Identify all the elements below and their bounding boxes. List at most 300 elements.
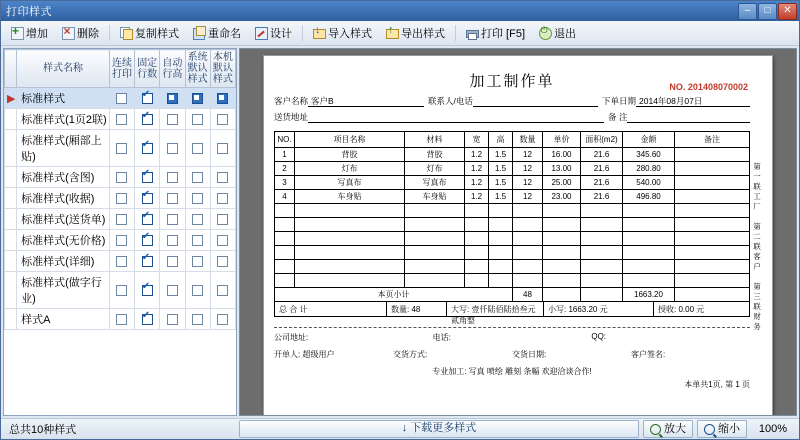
side-note-2: 第二联客户 bbox=[753, 222, 761, 271]
print-icon bbox=[466, 27, 478, 39]
totals-row bbox=[274, 302, 750, 325]
checkbox-icon[interactable] bbox=[217, 214, 228, 225]
item-blank-cell bbox=[405, 232, 465, 246]
item-blank-cell bbox=[623, 204, 675, 218]
signature-label: 客户签名: bbox=[631, 350, 666, 359]
rename-icon bbox=[193, 27, 205, 39]
zoom-out-button[interactable] bbox=[697, 420, 747, 438]
checkbox-cell[interactable] bbox=[135, 230, 160, 251]
checkbox-cell[interactable] bbox=[109, 209, 134, 230]
row-marker bbox=[5, 209, 17, 230]
style-grid-header bbox=[5, 50, 236, 88]
item-blank-cell bbox=[295, 246, 405, 260]
checkbox-icon[interactable] bbox=[217, 285, 228, 296]
checkbox-cell[interactable] bbox=[210, 209, 235, 230]
remark-value bbox=[627, 112, 750, 123]
items-column-header: 面积(m2) bbox=[581, 132, 623, 148]
checkbox-cell[interactable] bbox=[135, 109, 160, 130]
item-name: 写真布 bbox=[295, 176, 405, 190]
style-name-cell[interactable]: 标准样式(送货单) bbox=[17, 209, 110, 230]
checkbox-cell[interactable] bbox=[109, 251, 134, 272]
checkbox-icon[interactable] bbox=[116, 143, 127, 154]
checkbox-icon[interactable] bbox=[116, 214, 127, 225]
checkbox-icon[interactable] bbox=[217, 143, 228, 154]
item-amount: 496.80 bbox=[623, 190, 675, 204]
checkbox-icon[interactable] bbox=[192, 193, 203, 204]
item-height: 1.5 bbox=[489, 162, 513, 176]
minimize-button[interactable]: – bbox=[738, 3, 757, 20]
table-row[interactable] bbox=[5, 188, 236, 209]
item-blank-cell bbox=[581, 218, 623, 232]
item-blank-cell bbox=[489, 232, 513, 246]
checkbox-icon[interactable] bbox=[192, 256, 203, 267]
close-button[interactable]: ✕ bbox=[778, 3, 797, 20]
checkbox-cell[interactable] bbox=[135, 209, 160, 230]
item-material: 灯布 bbox=[405, 162, 465, 176]
table-row[interactable] bbox=[5, 251, 236, 272]
checkbox-icon[interactable] bbox=[167, 214, 178, 225]
col-style-name[interactable]: 样式名称 bbox=[17, 50, 110, 88]
order-date-value: 2014年08月07日 bbox=[636, 96, 750, 107]
toolbar-exit-button[interactable] bbox=[533, 22, 582, 44]
title-bar bbox=[1, 1, 799, 21]
checkbox-cell[interactable] bbox=[210, 251, 235, 272]
checkbox-icon[interactable] bbox=[192, 172, 203, 183]
item-price: 16.00 bbox=[543, 148, 581, 162]
import-icon bbox=[313, 27, 325, 39]
style-name-cell[interactable]: 标准样式(做字行业) bbox=[17, 272, 110, 309]
item-blank-cell bbox=[623, 274, 675, 288]
item-blank-cell bbox=[465, 204, 489, 218]
checkbox-icon[interactable] bbox=[192, 235, 203, 246]
item-blank-cell bbox=[295, 274, 405, 288]
checkbox-cell[interactable] bbox=[135, 272, 160, 309]
checkbox-cell[interactable] bbox=[210, 88, 235, 109]
qq-label: QQ: bbox=[591, 332, 607, 341]
item-qty: 12 bbox=[513, 190, 543, 204]
items-column-header: 数量 bbox=[513, 132, 543, 148]
item-blank-cell bbox=[581, 204, 623, 218]
item-name: 车身贴 bbox=[295, 190, 405, 204]
item-blank-cell bbox=[465, 274, 489, 288]
item-no: 4 bbox=[275, 190, 295, 204]
item-area: 21.6 bbox=[581, 148, 623, 162]
checkbox-icon[interactable] bbox=[167, 235, 178, 246]
item-blank-cell bbox=[295, 260, 405, 274]
checkbox-cell[interactable] bbox=[109, 167, 134, 188]
checkbox-cell[interactable] bbox=[185, 251, 210, 272]
item-blank-cell bbox=[675, 260, 750, 274]
item-blank-cell bbox=[295, 232, 405, 246]
subtotal-blank-area bbox=[581, 288, 623, 302]
toolbar-import-style-button[interactable] bbox=[307, 22, 378, 44]
row-marker bbox=[5, 272, 17, 309]
item-blank-cell bbox=[581, 260, 623, 274]
checkbox-icon[interactable] bbox=[142, 285, 153, 296]
checkbox-icon[interactable] bbox=[167, 285, 178, 296]
remark-label: 备 注 bbox=[608, 112, 628, 122]
checkbox-icon[interactable] bbox=[142, 93, 153, 104]
checkbox-cell[interactable] bbox=[109, 188, 134, 209]
style-name-cell[interactable]: 标准样式(含图) bbox=[17, 167, 110, 188]
download-arrow-icon: ↓ bbox=[401, 422, 408, 434]
status-bar bbox=[1, 418, 799, 439]
side-note-3: 第三联财务 bbox=[753, 282, 761, 331]
item-blank-cell bbox=[405, 218, 465, 232]
item-blank-cell bbox=[513, 204, 543, 218]
col-machine-default[interactable]: 本机默认样式 bbox=[210, 50, 235, 88]
exit-icon bbox=[539, 27, 551, 39]
style-grid-body bbox=[5, 88, 236, 330]
item-blank-cell bbox=[543, 204, 581, 218]
item-width: 1.2 bbox=[465, 190, 489, 204]
checkbox-icon[interactable] bbox=[142, 256, 153, 267]
print-preview-panel[interactable] bbox=[239, 48, 797, 416]
operator-value: 超级用户 bbox=[302, 350, 335, 359]
checkbox-cell[interactable] bbox=[185, 272, 210, 309]
items-body bbox=[275, 148, 750, 302]
remark-field bbox=[608, 111, 750, 123]
item-blank-cell bbox=[543, 260, 581, 274]
checkbox-cell[interactable] bbox=[160, 309, 185, 330]
download-more-styles-label: 下载更多样式 bbox=[410, 422, 477, 434]
checkbox-icon[interactable] bbox=[217, 235, 228, 246]
preview-paper bbox=[263, 55, 773, 416]
checkbox-icon[interactable] bbox=[217, 256, 228, 267]
row-marker bbox=[5, 109, 17, 130]
item-price: 23.00 bbox=[543, 190, 581, 204]
toolbar-export-style-button[interactable] bbox=[380, 22, 451, 44]
item-blank-cell bbox=[675, 274, 750, 288]
toolbar-rename-label: 重命名 bbox=[208, 28, 241, 40]
item-blank-cell bbox=[405, 260, 465, 274]
checkbox-icon[interactable] bbox=[116, 172, 127, 183]
item-blank-cell bbox=[543, 246, 581, 260]
item-blank-cell bbox=[675, 232, 750, 246]
checkbox-cell[interactable] bbox=[135, 88, 160, 109]
checkbox-cell[interactable] bbox=[160, 209, 185, 230]
col-continuous-print[interactable]: 连续打印 bbox=[109, 50, 134, 88]
toolbar-delete-button[interactable] bbox=[56, 22, 105, 44]
checkbox-icon[interactable] bbox=[192, 214, 203, 225]
header-row-1 bbox=[274, 95, 750, 107]
style-name-cell[interactable]: 标准样式(无价格) bbox=[17, 230, 110, 251]
checkbox-cell[interactable] bbox=[160, 272, 185, 309]
item-name: 灯布 bbox=[295, 162, 405, 176]
row-marker bbox=[5, 130, 17, 167]
document-title: 加工制作单 bbox=[469, 72, 555, 90]
checkbox-cell[interactable] bbox=[185, 209, 210, 230]
items-column-header: 高 bbox=[489, 132, 513, 148]
toolbar-copy-style-button[interactable] bbox=[114, 22, 185, 44]
items-column-header: 备注 bbox=[675, 132, 750, 148]
row-marker bbox=[5, 188, 17, 209]
add-icon bbox=[11, 27, 23, 39]
checkbox-icon[interactable] bbox=[192, 143, 203, 154]
style-name-cell[interactable]: 标准样式 bbox=[17, 88, 110, 109]
footer-line-1 bbox=[274, 332, 750, 343]
checkbox-cell[interactable] bbox=[109, 130, 134, 167]
checkbox-icon[interactable] bbox=[116, 256, 127, 267]
export-icon bbox=[386, 27, 398, 39]
phone-label: 电话: bbox=[432, 333, 451, 342]
item-no: 1 bbox=[275, 148, 295, 162]
checkbox-icon[interactable] bbox=[167, 93, 178, 104]
checkbox-cell[interactable] bbox=[109, 309, 134, 330]
col-system-default[interactable]: 系统默认样式 bbox=[185, 50, 210, 88]
style-name-cell[interactable]: 标准样式(1页2联) bbox=[17, 109, 110, 130]
checkbox-cell[interactable] bbox=[210, 309, 235, 330]
checkbox-cell[interactable] bbox=[185, 88, 210, 109]
item-blank-cell bbox=[405, 204, 465, 218]
zoom-out-label: 缩小 bbox=[718, 423, 740, 435]
checkbox-icon[interactable] bbox=[116, 114, 127, 125]
item-blank-cell bbox=[489, 274, 513, 288]
zoom-in-label: 放大 bbox=[664, 423, 686, 435]
toolbar-import-style-label: 导入样式 bbox=[328, 28, 372, 40]
item-blank-cell bbox=[275, 274, 295, 288]
contact-field bbox=[428, 95, 598, 107]
toolbar-rename-button[interactable] bbox=[187, 22, 247, 44]
checkbox-cell[interactable] bbox=[210, 272, 235, 309]
row-marker bbox=[5, 230, 17, 251]
subtotal-qty: 48 bbox=[513, 288, 543, 302]
table-row[interactable] bbox=[5, 309, 236, 330]
checkbox-icon[interactable] bbox=[217, 172, 228, 183]
items-column-header: 宽 bbox=[465, 132, 489, 148]
item-blank-cell bbox=[275, 204, 295, 218]
total-label: 总 合 计 bbox=[275, 302, 387, 316]
style-name-cell[interactable]: 标准样式(收据) bbox=[17, 188, 110, 209]
checkbox-cell[interactable] bbox=[185, 109, 210, 130]
checkbox-cell[interactable] bbox=[160, 109, 185, 130]
item-row bbox=[275, 162, 750, 176]
checkbox-cell[interactable] bbox=[160, 88, 185, 109]
item-row bbox=[275, 190, 750, 204]
item-blank-cell bbox=[543, 274, 581, 288]
table-row[interactable] bbox=[5, 167, 236, 188]
toolbar-separator-3 bbox=[455, 25, 456, 41]
checkbox-icon[interactable] bbox=[192, 114, 203, 125]
item-blank-cell bbox=[581, 274, 623, 288]
item-row-blank bbox=[275, 260, 750, 274]
checkbox-cell[interactable] bbox=[210, 130, 235, 167]
items-column-header: 金额 bbox=[623, 132, 675, 148]
item-blank-cell bbox=[581, 232, 623, 246]
col-auto-row-height[interactable]: 自动行高 bbox=[160, 50, 185, 88]
toolbar-exit-label: 退出 bbox=[554, 28, 577, 40]
toolbar-export-style-label: 导出样式 bbox=[401, 28, 445, 40]
checkbox-icon[interactable] bbox=[192, 93, 203, 104]
checkbox-cell[interactable] bbox=[109, 109, 134, 130]
item-blank-cell bbox=[465, 246, 489, 260]
checkbox-icon[interactable] bbox=[142, 314, 153, 325]
zoom-level-label: 100% bbox=[758, 423, 788, 435]
item-no: 3 bbox=[275, 176, 295, 190]
total-upper: 大写: 壹仟陆佰陆拾叁元贰角整 bbox=[447, 302, 544, 316]
delivery-method-label: 交货方式: bbox=[393, 350, 428, 359]
checkbox-icon[interactable] bbox=[142, 235, 153, 246]
table-row[interactable] bbox=[5, 130, 236, 167]
checkbox-cell[interactable] bbox=[135, 167, 160, 188]
document-number: NO. 201408070002 bbox=[669, 82, 748, 92]
zoom-in-button[interactable] bbox=[643, 420, 693, 438]
total-received: 授收: 0.00 元 bbox=[658, 305, 705, 314]
checkbox-cell[interactable] bbox=[160, 130, 185, 167]
subtotal-row bbox=[275, 288, 750, 302]
item-blank-cell bbox=[489, 218, 513, 232]
col-fixed-rows[interactable]: 固定行数 bbox=[135, 50, 160, 88]
checkbox-icon[interactable] bbox=[217, 114, 228, 125]
checkbox-icon[interactable] bbox=[142, 193, 153, 204]
checkbox-cell[interactable] bbox=[185, 188, 210, 209]
contact-label: 联系人/电话 bbox=[428, 96, 473, 106]
delivery-date-label: 交货日期: bbox=[512, 350, 547, 359]
item-remark bbox=[675, 176, 750, 190]
checkbox-icon[interactable] bbox=[167, 193, 178, 204]
checkbox-icon[interactable] bbox=[167, 114, 178, 125]
checkbox-icon[interactable] bbox=[142, 114, 153, 125]
table-row[interactable] bbox=[5, 209, 236, 230]
table-row[interactable] bbox=[5, 88, 236, 109]
checkbox-cell[interactable] bbox=[210, 109, 235, 130]
item-blank-cell bbox=[275, 246, 295, 260]
side-notes bbox=[752, 162, 762, 342]
item-blank-cell bbox=[295, 218, 405, 232]
toolbar-add-button[interactable] bbox=[5, 22, 54, 44]
item-blank-cell bbox=[623, 232, 675, 246]
checkbox-icon[interactable] bbox=[116, 193, 127, 204]
checkbox-icon[interactable] bbox=[142, 143, 153, 154]
checkbox-icon[interactable] bbox=[217, 193, 228, 204]
checkbox-cell[interactable] bbox=[160, 188, 185, 209]
item-blank-cell bbox=[489, 246, 513, 260]
item-height: 1.5 bbox=[489, 190, 513, 204]
item-blank-cell bbox=[513, 232, 543, 246]
item-amount: 280.80 bbox=[623, 162, 675, 176]
item-remark bbox=[675, 162, 750, 176]
items-column-header: 材料 bbox=[405, 132, 465, 148]
footer-block bbox=[274, 327, 750, 390]
item-blank-cell bbox=[465, 232, 489, 246]
checkbox-cell[interactable] bbox=[210, 188, 235, 209]
item-qty: 12 bbox=[513, 148, 543, 162]
toolbar-print-label: 打印 [F5] bbox=[481, 28, 526, 40]
item-row-blank bbox=[275, 218, 750, 232]
checkbox-icon[interactable] bbox=[167, 143, 178, 154]
item-blank-cell bbox=[275, 218, 295, 232]
item-blank-cell bbox=[489, 204, 513, 218]
item-material: 背胶 bbox=[405, 148, 465, 162]
item-qty: 12 bbox=[513, 162, 543, 176]
table-row[interactable] bbox=[5, 109, 236, 130]
style-name-cell[interactable]: 标准样式(厢部上贴) bbox=[17, 130, 110, 167]
checkbox-cell[interactable] bbox=[160, 167, 185, 188]
checkbox-icon[interactable] bbox=[217, 314, 228, 325]
checkbox-cell[interactable] bbox=[160, 230, 185, 251]
item-qty: 12 bbox=[513, 176, 543, 190]
table-row[interactable] bbox=[5, 230, 236, 251]
item-row bbox=[275, 148, 750, 162]
checkbox-icon[interactable] bbox=[116, 285, 127, 296]
total-qty: 数量: 48 bbox=[387, 302, 447, 316]
checkbox-cell[interactable] bbox=[135, 251, 160, 272]
zoom-in-icon bbox=[650, 424, 661, 435]
item-row-blank bbox=[275, 204, 750, 218]
checkbox-icon[interactable] bbox=[116, 93, 127, 104]
item-blank-cell bbox=[295, 204, 405, 218]
checkbox-icon[interactable] bbox=[142, 172, 153, 183]
checkbox-icon[interactable] bbox=[142, 214, 153, 225]
checkbox-cell[interactable] bbox=[135, 309, 160, 330]
checkbox-icon[interactable] bbox=[167, 314, 178, 325]
toolbar-design-label: 设计 bbox=[270, 28, 292, 40]
checkbox-cell[interactable] bbox=[109, 272, 134, 309]
contact-value bbox=[473, 96, 598, 107]
checkbox-cell[interactable] bbox=[210, 167, 235, 188]
subtotal-label: 本页小计 bbox=[275, 288, 513, 302]
item-blank-cell bbox=[489, 260, 513, 274]
header-row-2 bbox=[274, 111, 750, 123]
toolbar-delete-label: 删除 bbox=[77, 28, 99, 40]
item-name: 背胶 bbox=[295, 148, 405, 162]
item-blank-cell bbox=[275, 232, 295, 246]
item-row-blank bbox=[275, 246, 750, 260]
checkbox-icon[interactable] bbox=[217, 93, 228, 104]
customer-field bbox=[274, 95, 424, 107]
customer-value: 客户B bbox=[308, 96, 424, 107]
item-height: 1.5 bbox=[489, 176, 513, 190]
items-column-header: 单价 bbox=[543, 132, 581, 148]
checkbox-icon[interactable] bbox=[192, 314, 203, 325]
items-header-row bbox=[275, 132, 750, 148]
item-remark bbox=[675, 148, 750, 162]
checkbox-cell[interactable] bbox=[135, 130, 160, 167]
maximize-button[interactable]: □ bbox=[758, 3, 777, 20]
checkbox-icon[interactable] bbox=[167, 256, 178, 267]
item-width: 1.2 bbox=[465, 176, 489, 190]
toolbar-design-button[interactable] bbox=[249, 22, 298, 44]
checkbox-cell[interactable] bbox=[160, 251, 185, 272]
checkbox-cell[interactable] bbox=[210, 230, 235, 251]
download-more-styles-button[interactable] bbox=[239, 420, 639, 438]
checkbox-cell[interactable] bbox=[109, 88, 134, 109]
item-blank-cell bbox=[675, 218, 750, 232]
table-row[interactable] bbox=[5, 272, 236, 309]
checkbox-cell[interactable] bbox=[185, 230, 210, 251]
checkbox-cell[interactable] bbox=[135, 188, 160, 209]
checkbox-icon[interactable] bbox=[192, 285, 203, 296]
item-price: 25.00 bbox=[543, 176, 581, 190]
item-amount: 540.00 bbox=[623, 176, 675, 190]
checkbox-icon[interactable] bbox=[116, 235, 127, 246]
items-column-header: NO. bbox=[275, 132, 295, 148]
item-price: 13.00 bbox=[543, 162, 581, 176]
toolbar-print-button[interactable] bbox=[460, 22, 531, 44]
item-amount: 345.60 bbox=[623, 148, 675, 162]
style-name-cell[interactable]: 标准样式(详细) bbox=[17, 251, 110, 272]
checkbox-cell[interactable] bbox=[185, 167, 210, 188]
checkbox-cell[interactable] bbox=[185, 309, 210, 330]
checkbox-cell[interactable] bbox=[185, 130, 210, 167]
checkbox-icon[interactable] bbox=[116, 314, 127, 325]
operator-label: 开单人: bbox=[274, 350, 301, 359]
checkbox-icon[interactable] bbox=[167, 172, 178, 183]
checkbox-cell[interactable] bbox=[109, 230, 134, 251]
item-blank-cell bbox=[513, 274, 543, 288]
style-name-cell[interactable]: 样式A bbox=[17, 309, 110, 330]
subtotal-blank-price bbox=[543, 288, 581, 302]
